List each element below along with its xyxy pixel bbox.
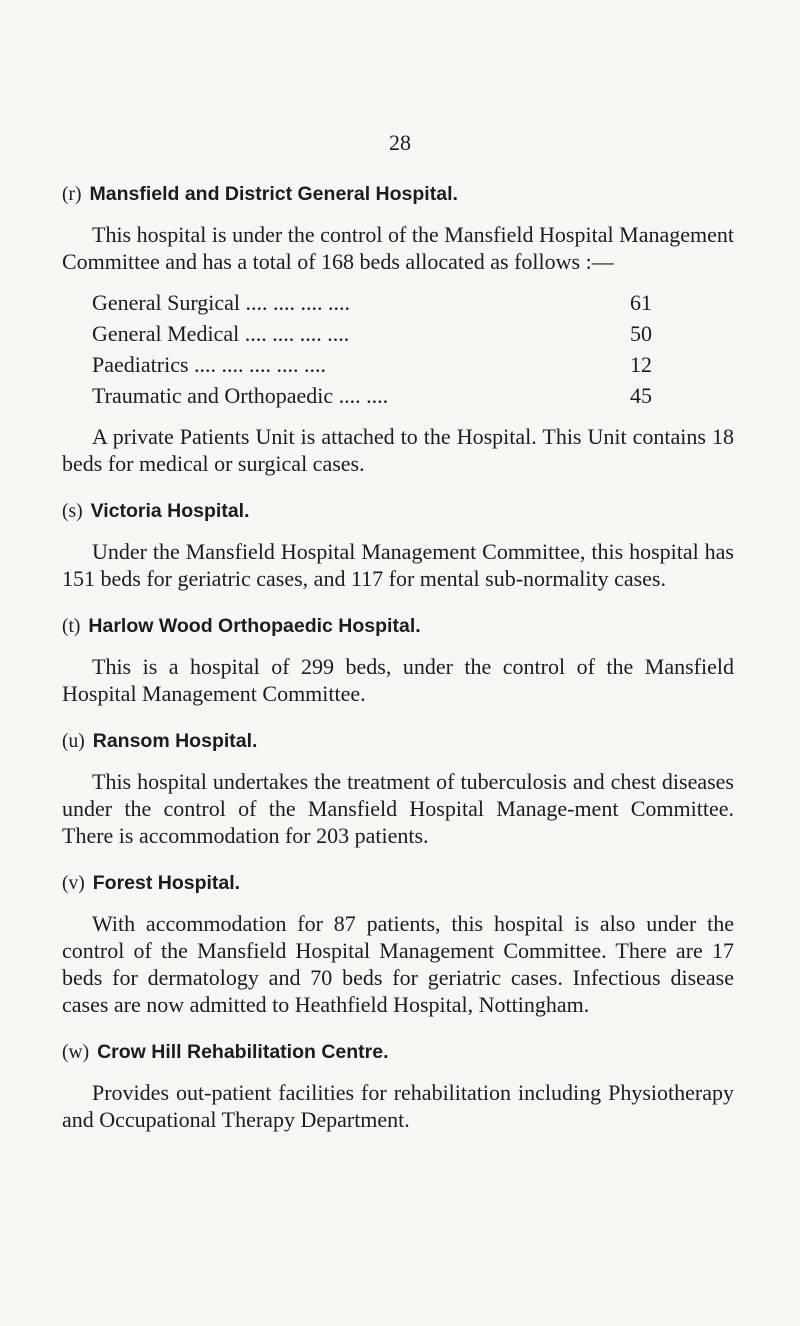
section-intro: This hospital is under the control of the Mansfield Hospital Management Committee and has a total of 168 beds allocated as follows :— — [62, 222, 734, 274]
section-letter: (w) — [62, 1042, 90, 1063]
section-body: This hospital undertakes the treatment of tuberculosis and chest diseases under the control of the Mansfield Hospital Manage-ment Committee. There is accommodation for 203 patients. — [62, 769, 734, 848]
section-title: Victoria Hospital. — [90, 500, 250, 522]
section-letter: (s) — [62, 501, 83, 522]
document-body — [62, 180, 734, 1153]
section-closing: A private Patients Unit is attached to the Hospital. This Unit contains 18 beds for medical or surgical cases. — [62, 424, 734, 476]
section-heading — [62, 497, 734, 526]
bed-row — [92, 380, 652, 411]
section-body: Under the Mansfield Hospital Management Committee, this hospital has 151 beds for geriatric cases, and 117 for mental sub-normality cases. — [62, 539, 734, 591]
page-number: 28 — [389, 130, 411, 155]
section-title: Forest Hospital. — [92, 872, 241, 894]
section-letter: (u) — [62, 731, 85, 752]
bed-row — [92, 287, 652, 318]
bed-value: 12 — [630, 352, 652, 377]
section-heading — [62, 1038, 734, 1067]
section-title: Crow Hill Rehabilitation Centre. — [97, 1041, 389, 1063]
section-body: With accommodation for 87 patients, this hospital is also under the control of the Mansfield Hospital Management Committee. There are 17 beds for dermatology and 70 beds for geriatric cases. Infectious disease cases are now admitted to Heathfield Hospital, Nottingham. — [62, 911, 734, 1017]
bed-label: Paediatrics .... .... .... .... .... — [92, 352, 327, 377]
section-heading — [62, 180, 734, 209]
section-crow-hill — [62, 1038, 734, 1133]
section-body: Provides out-patient facilities for rehabilitation including Physiotherapy and Occupational Therapy Department. — [62, 1080, 734, 1132]
section-victoria — [62, 497, 734, 592]
section-letter: (t) — [62, 616, 81, 637]
section-letter: (v) — [62, 873, 85, 894]
bed-label: General Surgical .... .... .... .... — [92, 290, 351, 315]
section-harlow-wood — [62, 612, 734, 707]
bed-row — [92, 349, 652, 380]
section-title: Harlow Wood Orthopaedic Hospital. — [88, 615, 421, 637]
bed-allocation-table — [92, 287, 652, 411]
section-ransom — [62, 727, 734, 849]
bed-value: 61 — [630, 290, 652, 315]
bed-label: General Medical .... .... .... .... — [92, 321, 350, 346]
section-heading — [62, 612, 734, 641]
bed-value: 50 — [630, 321, 652, 346]
bed-value: 45 — [630, 383, 652, 408]
bed-label: Traumatic and Orthopaedic .... .... — [92, 383, 389, 408]
bed-row — [92, 318, 652, 349]
section-heading — [62, 727, 734, 756]
section-mansfield-general — [62, 180, 734, 477]
section-title: Mansfield and District General Hospital. — [89, 183, 458, 205]
section-body: This is a hospital of 299 beds, under the control of the Mansfield Hospital Management Committee. — [62, 654, 734, 706]
section-heading — [62, 869, 734, 898]
section-forest — [62, 869, 734, 1018]
section-letter: (r) — [62, 184, 82, 205]
section-title: Ransom Hospital. — [92, 730, 258, 752]
